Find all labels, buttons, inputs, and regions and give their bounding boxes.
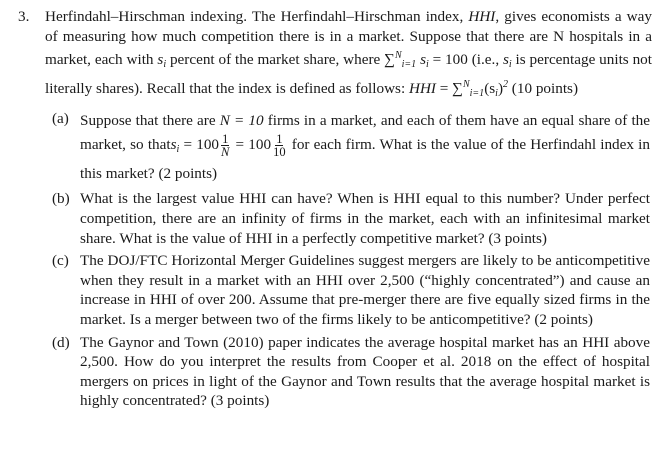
part-d (52, 333, 650, 411)
part-text: Suppose that there are N = 10 firms in a market, and each of them have an equal share of the market, so thats$_i$ = 100 $\frac{1}{N}$ = 100 $\frac{1}{10}$ for each firm. What is the value of the Herfindahl index in this market? (2 points) (80, 112, 651, 183)
question-points: (10 points) (508, 79, 579, 97)
part-b (52, 189, 650, 248)
hhi-symbol: HHI (468, 8, 496, 25)
hhi-formula: HHI = $\sum^N_{i=1}(s_i)^2$ (408, 78, 508, 99)
fraction-1-over-n: $\frac{1}{N}$ (221, 132, 230, 160)
part-text: The Gaynor and Town (2010) paper indicates the average hospital market has an HHI above 2,500. How do you interpret the results from Cooper et al. 2018 on the effect of hospital mergers on prices in light of the Gaynor and Town results that the average hospital market is highly concentrated? (3 points) (80, 333, 650, 410)
part-label: (c) (52, 252, 69, 270)
question-parts (52, 109, 650, 411)
part-text: What is the largest value HHI can have? When is HHI equal to this number? Under perfect competition, there are an infinity of firms in the market, each with an infinitesimal market share. What is the value of HHI in a perfectly competitive market? (3 points) (80, 190, 650, 247)
part-c (52, 251, 650, 329)
part-label: (d) (52, 333, 70, 351)
question-3 (18, 7, 658, 414)
part-a (52, 109, 650, 186)
part-label: (a) (52, 110, 69, 128)
part-label: (b) (52, 190, 70, 208)
fraction-1-over-10: $\frac{1}{10}$ (273, 132, 286, 160)
question-number: 3. (18, 8, 30, 25)
question-intro: Herfindahl–Hirschman indexing. The Herfindahl–Hirschman index, HHI, gives economists a way of measuring how much competition there is in a market. Suppose that there are N hospitals in a market, each with $s_i$ percent of the market share, where ∑$^N_{i=1}$ $s_i = 100$ (i.e., $s_i$ is percentage units not literally shares). Recall that the index is defined as follows: HHI = $\sum^N_{i=1}(s_i)^2$ (10 points) (45, 8, 652, 99)
part-text: The DOJ/FTC Horizontal Merger Guidelines suggest mergers are likely to be anticompetitive when they result in a market with an HHI over 2,500 (“highly concentrated”) and cause an increase in HHI of over 200. Assume that pre-merger there are five equally sized firms in the market. Is a merger between two of the firms likely to be anticompetitive? (2 points) (80, 252, 650, 328)
question-title: Herfindahl–Hirschman indexing. (45, 8, 248, 25)
sum-expression: ∑$^N_{i=1}$ $s_i = 100$ (384, 50, 468, 71)
